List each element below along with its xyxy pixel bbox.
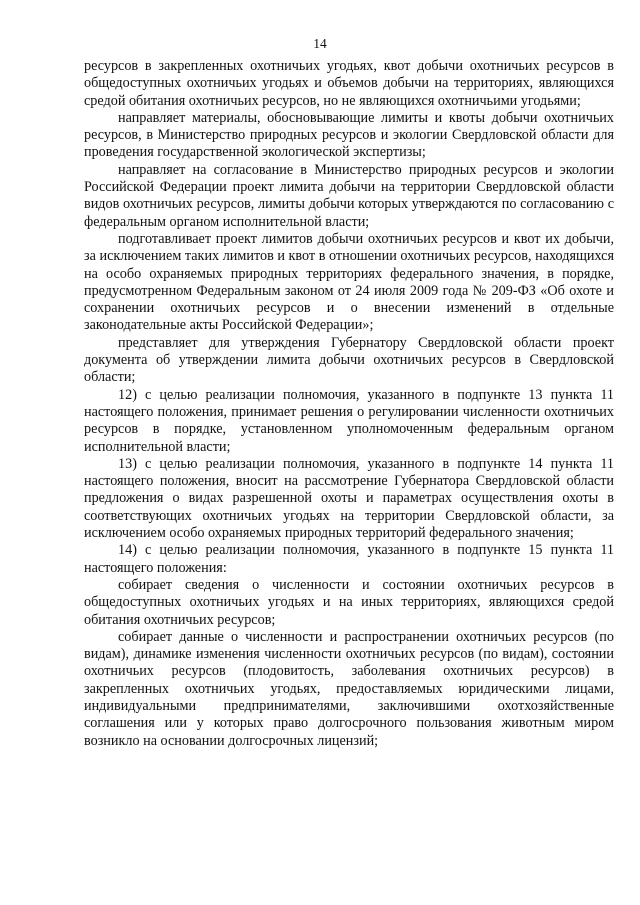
paragraph: 12) с целью реализации полномочия, указанного в подпункте 13 пункта 11 настоящего положения, принимает решения о регулировании численности охотничьих ресурсов в порядке, установленном уполномоченным федеральным органом исполнительной власти; — [84, 386, 614, 455]
page-number: 14 — [313, 36, 327, 51]
paragraph: ресурсов в закрепленных охотничьих угодьях, квот добычи охотничьих ресурсов в общедоступных охотничьих угодьях и объемов добычи на территориях, являющихся средой обитания охотничьих ресурсов, но не являющихся охотничьими угодьями; — [84, 58, 614, 109]
document-body — [84, 58, 614, 750]
paragraph: представляет для утверждения Губернатору Свердловской области проект документа об утверждении лимита добычи охотничьих ресурсов в Свердловской области; — [84, 334, 614, 386]
paragraph: собирает данные о численности и распространении охотничьих ресурсов (по видам), динамике изменения численности охотничьих ресурсов (по видам), состоянии охотничьих ресурсов (плодовитость, заболевания охотничьих ресурсов) в закрепленных охотничьих угодьях, предоставляемых юридическими лицами, индивидуальными предпринимателями, заключившими охотхозяйственные соглашения или у которых право долгосрочного пользования животным миром возникло на основании долгосрочных лицензий; — [84, 628, 614, 749]
paragraph: подготавливает проект лимитов добычи охотничьих ресурсов и квот их добычи, за исключением таких лимитов и квот в отношении охотничьих ресурсов, находящихся на особо охраняемых природных территориях федерального значения, в порядке, предусмотренном Федеральным законом от 24 июля 2009 года № 209-ФЗ «Об охоте и сохранении охотничьих ресурсов и о внесении изменений в отдельные законодательные акты Российской Федерации»; — [84, 230, 614, 334]
paragraph: собирает сведения о численности и состоянии охотничьих ресурсов в общедоступных охотничьих угодьях и на иных территориях, являющихся средой обитания охотничьих ресурсов; — [84, 576, 614, 628]
paragraph: 13) с целью реализации полномочия, указанного в подпункте 14 пункта 11 настоящего положения, вносит на рассмотрение Губернатора Свердловской области предложения о видах разрешенной охоты и параметрах осуществления охоты в соответствующих охотничьих угодьях на территории Свердловской области, за исключением особо охраняемых природных территорий федерального значения; — [84, 455, 614, 542]
paragraph: направляет материалы, обосновывающие лимиты и квоты добычи охотничьих ресурсов, в Министерство природных ресурсов и экологии Свердловской области для проведения государственной экологической экспертизы; — [84, 109, 614, 161]
paragraph: 14) с целью реализации полномочия, указанного в подпункте 15 пункта 11 настоящего положения: — [84, 542, 614, 576]
paragraph: направляет на согласование в Министерство природных ресурсов и экологии Российской Федерации проект лимита добычи на территории Свердловской области видов охотничьих ресурсов, лимиты добычи которых утверждаются по согласованию с федеральным органом исполнительной власти; — [84, 161, 614, 230]
